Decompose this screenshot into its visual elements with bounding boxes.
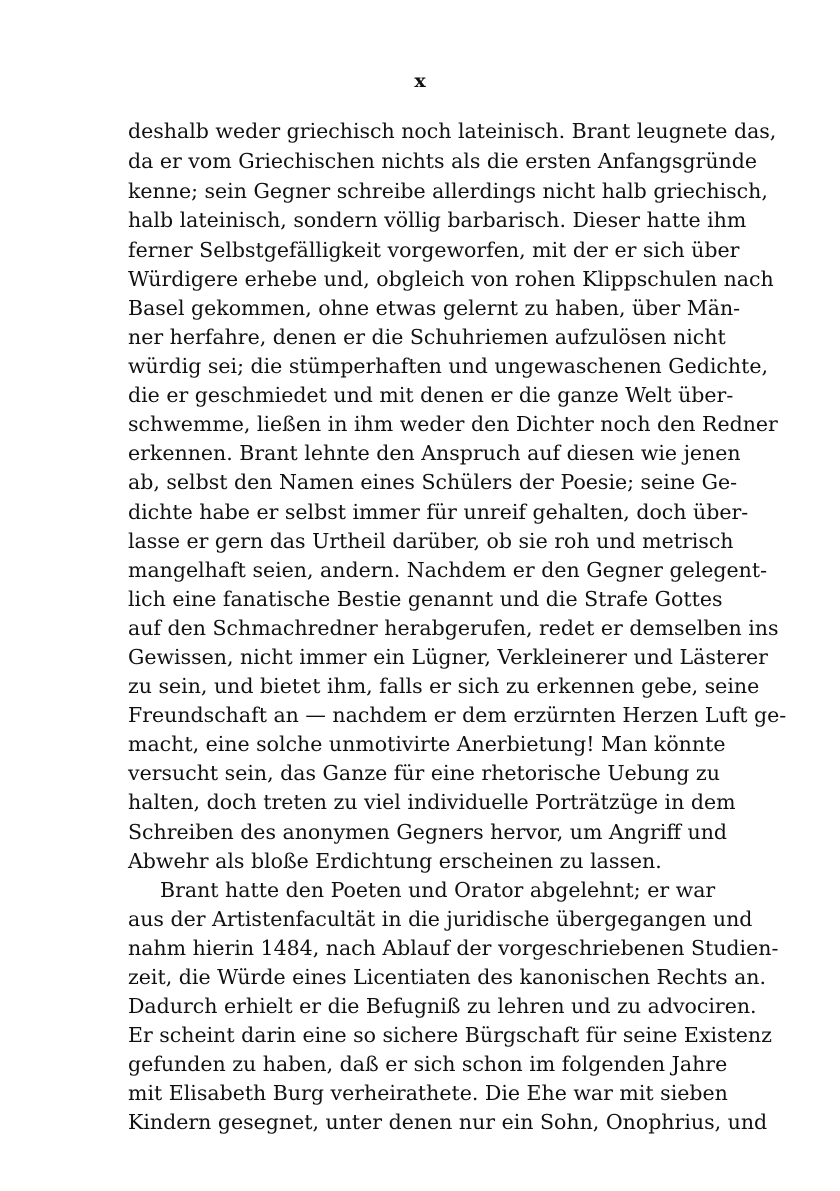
text-line: Freundschaft an — nachdem er dem erzürnten Herzen Luft ge- bbox=[128, 703, 787, 727]
text-line: dichte habe er selbst immer für unreif gehalten, doch über- bbox=[128, 500, 749, 524]
text-line: mit Elisabeth Burg verheirathete. Die Ehe war mit sieben bbox=[128, 1081, 728, 1105]
text-line: die er geschmiedet und mit denen er die ganze Welt über- bbox=[128, 383, 734, 407]
text-line: halb lateinisch, sondern völlig barbarisch. Dieser hatte ihm bbox=[128, 208, 747, 232]
text-line: Gewissen, nicht immer ein Lügner, Verkleinerer und Lästerer bbox=[128, 645, 768, 669]
text-line: Abwehr als bloße Erdichtung erscheinen zu lassen. bbox=[128, 849, 662, 873]
text-line: nahm hierin 1484, nach Ablauf der vorgeschriebenen Studien- bbox=[128, 936, 779, 960]
text-line: würdig sei; die stümperhaften und ungewaschenen Gedichte, bbox=[128, 354, 769, 378]
text-line: erkennen. Brant lehnte den Anspruch auf diesen wie jenen bbox=[128, 441, 741, 465]
text-line: da er vom Griechischen nichts als die ersten Anfangsgründe bbox=[128, 149, 757, 173]
text-line: versucht sein, das Ganze für eine rhetorische Uebung zu bbox=[128, 761, 720, 785]
text-line: Würdigere erhebe und, obgleich von rohen Klippschulen nach bbox=[128, 267, 774, 291]
text-line: auf den Schmachredner herabgerufen, redet er demselben ins bbox=[128, 616, 779, 640]
text-line: Er scheint darin eine so sichere Bürgschaft für seine Existenz bbox=[128, 1023, 772, 1047]
text-line: Basel gekommen, ohne etwas gelernt zu haben, über Män- bbox=[128, 296, 741, 320]
text-line: lasse er gern das Urtheil darüber, ob sie roh und metrisch bbox=[128, 529, 734, 553]
page-number: x bbox=[414, 70, 426, 92]
text-line: Schreiben des anonymen Gegners hervor, um Angriff und bbox=[128, 820, 728, 844]
text-line: ferner Selbstgefälligkeit vorgeworfen, mit der er sich über bbox=[128, 238, 740, 262]
text-line: gefunden zu haben, daß er sich schon im folgenden Jahre bbox=[128, 1052, 728, 1076]
text-line: deshalb weder griechisch noch lateinisch. Brant leugnete das, bbox=[128, 119, 777, 143]
text-line: aus der Artistenfacultät in die juridische übergegangen und bbox=[128, 907, 753, 931]
text-line: zu sein, und bietet ihm, falls er sich zu erkennen gebe, seine bbox=[128, 674, 760, 698]
text-line: Kindern gesegnet, unter denen nur ein Sohn, Onophrius, und bbox=[128, 1110, 768, 1134]
text-line: schwemme, ließen in ihm weder den Dichter noch den Redner bbox=[128, 412, 778, 436]
text-line: Dadurch erhielt er die Befugniß zu lehren und zu advociren. bbox=[128, 994, 757, 1018]
text-line: lich eine fanatische Bestie genannt und die Strafe Gottes bbox=[128, 587, 723, 611]
text-line: zeit, die Würde eines Licentiaten des kanonischen Rechts an. bbox=[128, 965, 767, 989]
text-line: ab, selbst den Namen eines Schülers der Poesie; seine Ge- bbox=[128, 470, 738, 494]
text-line: kenne; sein Gegner schreibe allerdings nicht halb griechisch, bbox=[128, 179, 768, 203]
text-line: halten, doch treten zu viel individuelle Porträtzüge in dem bbox=[128, 790, 736, 814]
text-line: mangelhaft seien, andern. Nachdem er den Gegner gelegent- bbox=[128, 558, 768, 582]
text-line: macht, eine solche unmotivirte Anerbietung! Man könnte bbox=[128, 732, 726, 756]
paragraph-first-line: Brant hatte den Poeten und Orator abgelehnt; er war bbox=[160, 878, 716, 902]
text-line: ner herfahre, denen er die Schuhriemen aufzulösen nicht bbox=[128, 325, 726, 349]
